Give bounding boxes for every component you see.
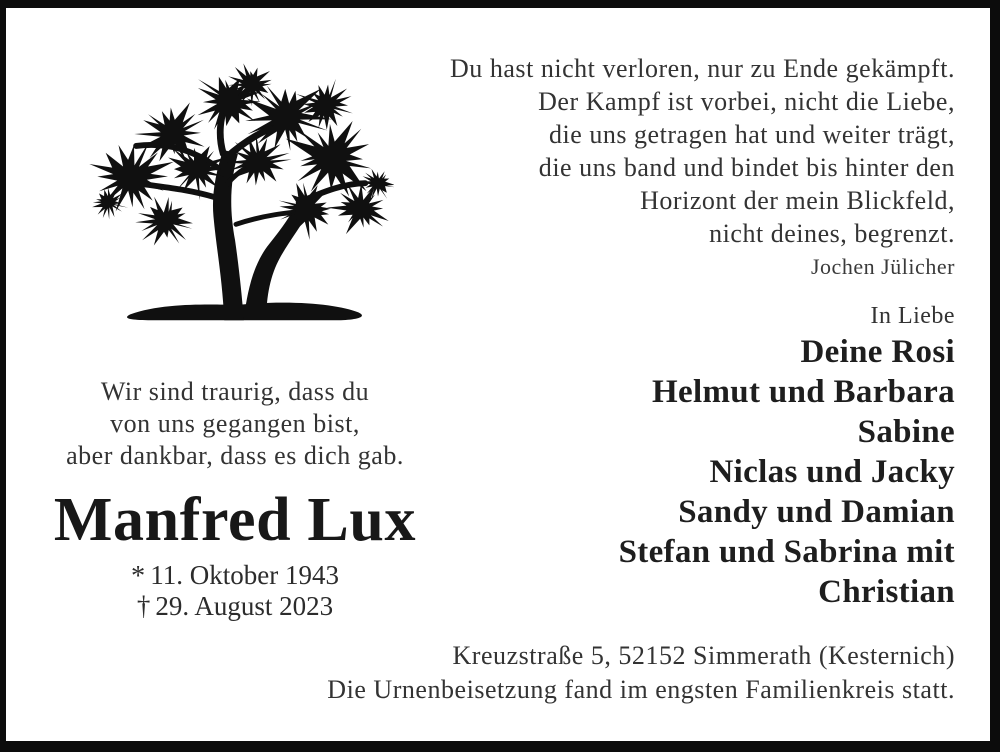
mourner-name: Sandy und Damian [678,494,955,530]
mourners-block [619,300,955,612]
mourner-name: Sabine [857,414,955,450]
condolence-line: von uns gegangen bist, [110,409,360,438]
poem-line: Horizont der mein Blickfeld, [640,186,955,215]
condolence-line: Wir sind traurig, dass du [100,377,370,406]
death-date-line [30,591,440,622]
birth-date: 11. Oktober 1943 [150,560,339,590]
mourner-name: Stefan und Sabrina mit [618,534,955,570]
mourner-name: Christian [818,574,955,610]
poem-line: nicht deines, begrenzt. [709,219,955,248]
footer-address: Kreuzstraße 5, 52152 Simmerath (Kesternich) [452,641,955,670]
mourner-name: Helmut und Barbara [652,374,955,410]
mourner-name: Deine Rosi [800,334,955,370]
death-cross-icon: † [136,591,151,621]
birth-star-icon: * [131,561,146,592]
tree-icon [78,48,394,332]
poem-author: Jochen Jülicher [810,254,955,279]
footer-note: Die Urnenbeisetzung fand im engsten Familienkreis statt. [327,675,955,704]
poem-line: die uns getragen hat und weiter trägt, [548,120,955,149]
tree-illustration-svg [78,48,394,332]
birth-date-line [30,560,440,591]
footer-block [327,639,955,707]
condolence-line: aber dankbar, dass es dich gab. [66,441,404,470]
death-date: 29. August 2023 [155,591,334,621]
deceased-block [30,376,440,622]
mourners-intro: In Liebe [870,303,955,329]
memorial-poem [450,52,955,282]
mourner-name: Niclas und Jacky [709,454,955,490]
life-dates [30,560,440,622]
deceased-name: Manfred Lux [53,486,417,554]
poem-line: Der Kampf ist vorbei, nicht die Liebe, [538,87,955,116]
poem-line: Du hast nicht verloren, nur zu Ende gekämpft. [450,54,955,83]
poem-line: die uns band und bindet bis hinter den [538,153,955,182]
